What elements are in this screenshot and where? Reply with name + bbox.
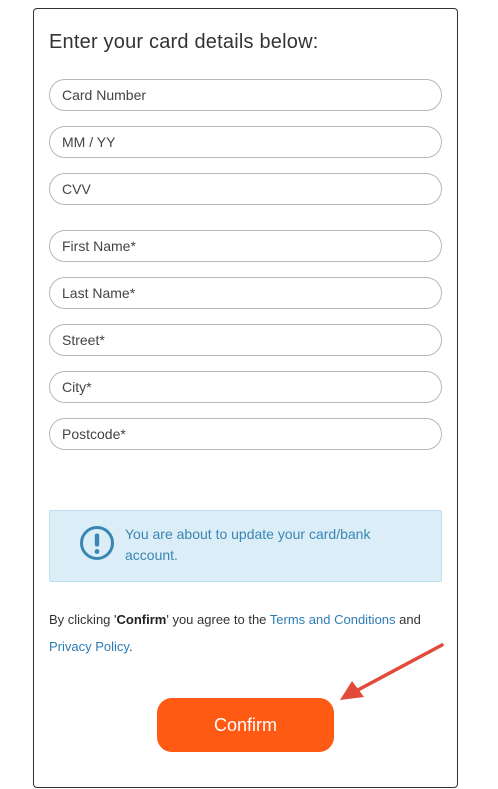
card-number-input[interactable] [49,79,442,111]
consent-suffix: . [128,639,133,654]
privacy-policy-link[interactable]: Privacy Policy [49,639,129,654]
form-heading: Enter your card details below: [49,31,319,53]
first-name-input[interactable] [49,230,442,262]
terms-link[interactable]: Terms and Conditions [269,612,396,627]
notice-text: You are about to update your card/bank account. [125,526,371,563]
street-input[interactable] [49,324,442,356]
confirm-button[interactable]: Confirm [157,698,334,752]
consent-middle: ' you agree to the [166,612,270,627]
postcode-input[interactable] [49,418,442,450]
cvv-input[interactable] [49,173,442,205]
exclamation-circle-icon [79,525,115,561]
consent-prefix: By clicking ' [49,612,117,627]
card-details-panel [33,8,458,788]
expiry-input[interactable] [49,126,442,158]
consent-confirm-word: Confirm [116,612,167,627]
info-notice [49,510,442,582]
consent-and: and [395,612,421,627]
annotation-arrow [334,643,454,713]
last-name-input[interactable] [49,277,442,309]
city-input[interactable] [49,371,442,403]
